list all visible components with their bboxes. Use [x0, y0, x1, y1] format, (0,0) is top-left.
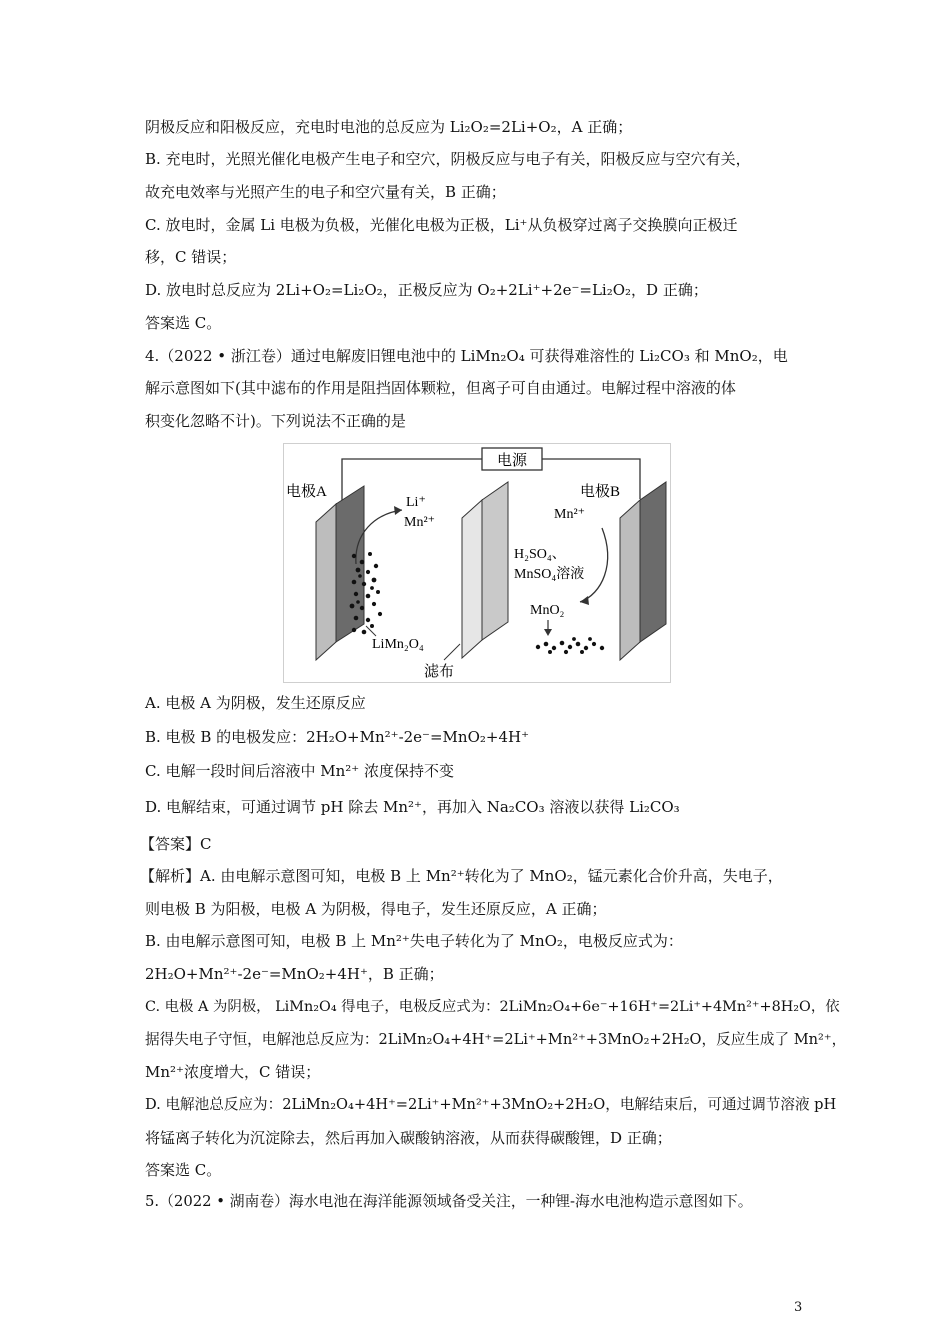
electrolysis-diagram — [283, 443, 671, 683]
text-line: 移，C 错误； — [145, 248, 237, 266]
option-b: B. 电极 B 的电极发应：2H₂O+Mn²⁺-2e⁻=MnO₂+4H⁺ — [145, 728, 529, 746]
text-line: C. 放电时，金属 Li 电极为负极，光催化电极为正极，Li⁺从负极穿过离子交换膜向正极迁 — [145, 216, 738, 234]
text-line: B. 充电时，光照光催化电极产生电子和空穴，阴极反应与电子有关，阳极反应与空穴有关， — [145, 150, 751, 168]
analysis-line: 2H₂O+Mn²⁺-2e⁻=MnO₂+4H⁺，B 正确； — [145, 965, 444, 983]
filter-label: 滤布 — [424, 664, 455, 680]
answer: 【答案】C — [140, 835, 212, 853]
ion-mn-right: Mn²⁺ — [554, 507, 586, 522]
option-a: A. 电极 A 为阴极，发生还原反应 — [145, 694, 366, 712]
product-label: MnO₂ — [530, 603, 565, 618]
analysis-line: 则电极 B 为阳极，电极 A 为阴极，得电子，发生还原反应，A 正确； — [145, 900, 607, 918]
text-line: 故充电效率与光照产生的电子和空穴量有关，B 正确； — [145, 183, 506, 201]
option-d: D. 电解结束，可通过调节 pH 除去 Mn²⁺，再加入 Na₂CO₃ 溶液以获得 Li₂CO₃ — [145, 798, 680, 816]
electrode-b — [640, 482, 666, 642]
electrode-a-label: 电极A — [286, 484, 327, 500]
analysis-line: 将锰离子转化为沉淀除去，然后再加入碳酸钠溶液，从而获得碳酸锂，D 正确； — [145, 1129, 672, 1147]
question-4-stem: 4.（2022 • 浙江卷）通过电解废旧锂电池中的 LiMn₂O₄ 可获得难溶性的 Li₂CO₃ 和 MnO₂，电 — [145, 347, 788, 365]
ion-li: Li⁺ — [406, 495, 426, 510]
text-line: 阴极反应和阳极反应，充电时电池的总反应为 Li₂O₂=2Li+O₂，A 正确； — [145, 118, 633, 136]
text-line: 解示意图如下(其中滤布的作用是阻挡固体颗粒，但离子可自由通过。电解过程中溶液的体 — [145, 379, 736, 397]
power-label: 电源 — [496, 453, 528, 469]
ion-mn-left: Mn²⁺ — [404, 515, 436, 530]
electrode-a-side — [316, 504, 336, 660]
page-number: 3 — [794, 1300, 803, 1315]
text-line: 积变化忽略不计)。下列说法不正确的是 — [145, 412, 406, 430]
question-5-stem: 5.（2022 • 湖南卷）海水电池在海洋能源领域备受关注，一种锂-海水电池构造示意图如下。 — [145, 1193, 753, 1210]
analysis-line: 【解析】A. 由电解示意图可知，电极 B 上 Mn²⁺转化为了 MnO₂，锰元素化合价升高，失电子， — [140, 867, 783, 885]
electrode-b-label: 电极B — [580, 484, 621, 500]
mno2-particles — [536, 637, 604, 654]
filter-cloth — [482, 482, 508, 640]
reactant-label: LiMn₂O₄ — [372, 637, 424, 652]
text-line: 答案选 C。 — [145, 314, 222, 332]
electrode-a — [336, 486, 364, 642]
analysis-line: 据得失电子守恒，电解池总反应为：2LiMn₂O₄+4H⁺=2Li⁺+Mn²⁺+3MnO₂+2H₂O，反应生成了 Mn²⁺， — [145, 1031, 847, 1048]
option-c: C. 电解一段时间后溶液中 Mn²⁺ 浓度保持不变 — [145, 762, 454, 780]
electrode-b-side — [620, 500, 640, 660]
analysis-line: C. 电极 A 为阴极， LiMn₂O₄ 得电子，电极反应式为：2LiMn₂O₄+6e⁻+16H⁺=2Li⁺+4Mn²⁺+8H₂O，依 — [145, 999, 840, 1015]
solution-label-1: H₂SO₄、 — [514, 547, 566, 562]
analysis-line: 答案选 C。 — [145, 1161, 222, 1179]
text-line: D. 放电时总反应为 2Li+O₂=Li₂O₂，正极反应为 O₂+2Li⁺+2e⁻=Li₂O₂，D 正确； — [145, 281, 708, 299]
analysis-line: B. 由电解示意图可知，电极 B 上 Mn²⁺失电子转化为了 MnO₂，电极反应式为： — [145, 932, 683, 950]
solution-label-2: MnSO₄溶液 — [514, 567, 585, 582]
analysis-line: D. 电解池总反应为：2LiMn₂O₄+4H⁺=2Li⁺+Mn²⁺+3MnO₂+2H₂O，电解结束后，可通过调节溶液 pH — [145, 1096, 837, 1113]
analysis-line: Mn²⁺浓度增大，C 错误； — [145, 1063, 321, 1081]
arrow-right — [580, 528, 608, 602]
filter-cloth-side — [462, 500, 482, 658]
